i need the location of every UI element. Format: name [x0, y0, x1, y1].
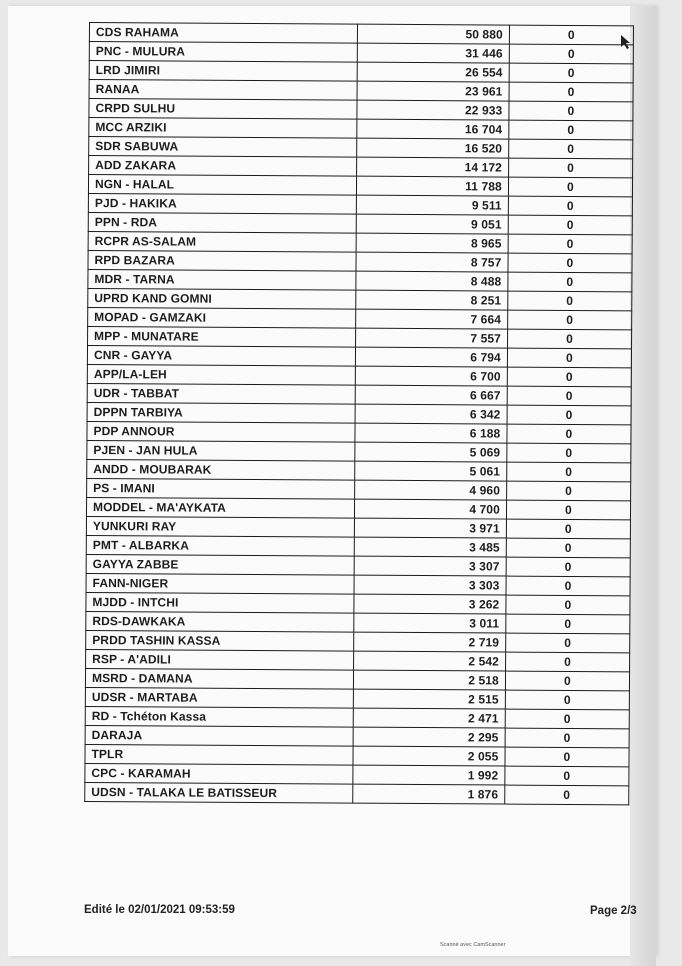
seats-cell: 0 — [508, 196, 632, 216]
votes-cell: 2 515 — [354, 689, 506, 709]
party-name-cell: UDR - TABBAT — [87, 383, 356, 404]
party-name-cell: UDSR - MARTABA — [85, 687, 354, 708]
table-row — [88, 307, 632, 329]
votes-cell: 31 446 — [358, 43, 510, 63]
votes-cell: 1 876 — [353, 784, 505, 804]
seats-cell: 0 — [507, 310, 631, 330]
votes-cell: 9 511 — [357, 195, 509, 215]
page-number: Page 2/3 — [590, 905, 637, 917]
scanner-watermark: Scanné avec CamScanner — [440, 942, 506, 948]
votes-cell: 3 971 — [355, 518, 507, 538]
table-row — [85, 668, 629, 690]
votes-cell: 16 520 — [357, 138, 509, 158]
mouse-pointer-icon — [619, 34, 633, 50]
seats-cell: 0 — [509, 44, 633, 64]
party-name-cell: CRPD SULHU — [89, 99, 358, 120]
votes-cell: 16 704 — [357, 119, 509, 139]
seats-cell: 0 — [508, 215, 632, 235]
votes-cell: 3 303 — [354, 575, 506, 595]
seats-cell: 0 — [507, 367, 631, 387]
table-row — [85, 782, 629, 804]
results-table — [84, 22, 634, 805]
votes-cell: 4 700 — [355, 499, 507, 519]
party-name-cell: PS - IMANI — [87, 478, 356, 499]
votes-cell: 6 188 — [355, 423, 507, 443]
votes-cell: 3 011 — [354, 613, 506, 633]
table-row — [89, 156, 633, 178]
votes-cell: 6 700 — [356, 366, 508, 386]
party-name-cell: UPRD KAND GOMNI — [88, 288, 357, 309]
votes-cell: 6 794 — [356, 347, 508, 367]
table-row — [86, 649, 630, 671]
table-row — [85, 706, 629, 728]
seats-cell: 0 — [506, 576, 630, 596]
table-row — [87, 383, 631, 405]
seats-cell: 0 — [506, 519, 630, 539]
edited-timestamp: Edité le 02/01/2021 09:53:59 — [84, 904, 235, 916]
party-name-cell: MCC ARZIKI — [89, 118, 358, 139]
seats-cell: 0 — [507, 329, 631, 349]
seats-cell: 0 — [506, 614, 630, 634]
seats-cell: 0 — [505, 747, 629, 767]
party-name-cell: UDSN - TALAKA LE BATISSEUR — [85, 782, 354, 803]
votes-cell: 3 307 — [355, 556, 507, 576]
seats-cell: 0 — [507, 405, 631, 425]
party-name-cell: MPP - MUNATARE — [88, 326, 357, 347]
votes-cell: 1 992 — [353, 765, 505, 785]
party-name-cell: PJD - HAKIKA — [88, 193, 357, 214]
party-name-cell: CNR - GAYYA — [87, 345, 356, 366]
votes-cell: 11 788 — [357, 176, 509, 196]
seats-cell: 0 — [507, 462, 631, 482]
table-row — [85, 687, 629, 709]
party-name-cell: LRD JIMIRI — [89, 61, 358, 82]
table-row — [89, 23, 633, 45]
party-name-cell: YUNKURI RAY — [86, 516, 355, 537]
seats-cell: 0 — [507, 424, 631, 444]
seats-cell: 0 — [507, 348, 631, 368]
seats-cell: 0 — [508, 177, 632, 197]
table-row — [87, 421, 631, 443]
votes-cell: 3 485 — [355, 537, 507, 557]
seats-cell: 0 — [506, 481, 630, 501]
votes-cell: 3 262 — [354, 594, 506, 614]
seats-cell: 0 — [505, 652, 629, 672]
seats-cell: 0 — [508, 234, 632, 254]
table-row — [89, 137, 633, 159]
votes-cell: 6 342 — [356, 404, 508, 424]
seats-cell: 0 — [505, 709, 629, 729]
votes-cell: 4 960 — [355, 480, 507, 500]
seats-cell: 0 — [505, 690, 629, 710]
seats-cell: 0 — [506, 557, 630, 577]
party-name-cell: TPLR — [85, 744, 354, 765]
votes-cell: 2 518 — [354, 670, 506, 690]
party-name-cell: RPD BAZARA — [88, 250, 357, 271]
party-name-cell: DARAJA — [85, 725, 354, 746]
party-name-cell: MJDD - INTCHI — [86, 592, 355, 613]
seats-cell: 0 — [506, 538, 630, 558]
party-name-cell: FANN-NIGER — [86, 573, 355, 594]
table-row — [87, 440, 631, 462]
votes-cell: 26 554 — [358, 62, 510, 82]
seats-cell: 0 — [507, 443, 631, 463]
votes-cell: 2 055 — [353, 746, 505, 766]
table-row — [88, 326, 632, 348]
seats-cell: 0 — [505, 728, 629, 748]
table-row — [86, 573, 630, 595]
party-name-cell: PJEN - JAN HULA — [87, 440, 356, 461]
party-name-cell: RDS-DAWKAKA — [86, 611, 355, 632]
table-row — [89, 99, 633, 121]
votes-cell: 2 719 — [354, 632, 506, 652]
party-name-cell: NGN - HALAL — [88, 175, 357, 196]
party-name-cell: MOPAD - GAMZAKI — [88, 307, 357, 328]
table-row — [86, 630, 630, 652]
party-name-cell: PDP ANNOUR — [87, 421, 356, 442]
votes-cell: 14 172 — [357, 157, 509, 177]
seats-cell: 0 — [507, 386, 631, 406]
seats-cell: 0 — [509, 82, 633, 102]
table-row — [89, 42, 633, 64]
party-name-cell: CPC - KARAMAH — [85, 763, 354, 784]
party-name-cell: PMT - ALBARKA — [86, 535, 355, 556]
table-row — [88, 175, 632, 197]
seats-cell: 0 — [509, 139, 633, 159]
votes-cell: 7 557 — [356, 328, 508, 348]
votes-cell: 8 757 — [356, 252, 508, 272]
votes-cell: 9 051 — [357, 214, 509, 234]
votes-cell: 22 933 — [357, 100, 509, 120]
table-row — [88, 193, 632, 215]
party-name-cell: ANDD - MOUBARAK — [87, 459, 356, 480]
table-row — [86, 592, 630, 614]
table-row — [86, 611, 630, 633]
party-name-cell: MDR - TARNA — [88, 269, 357, 290]
party-name-cell: SDR SABUWA — [89, 137, 358, 158]
table-row — [87, 402, 631, 424]
seats-cell: 0 — [505, 785, 629, 805]
table-row — [88, 288, 632, 310]
party-name-cell: RD - Tchéton Kassa — [85, 706, 354, 727]
seats-cell: 0 — [509, 101, 633, 121]
party-name-cell: RANAA — [89, 80, 358, 101]
votes-cell: 8 251 — [356, 290, 508, 310]
votes-cell: 8 488 — [356, 271, 508, 291]
seats-cell: 0 — [505, 671, 629, 691]
votes-cell: 5 069 — [355, 442, 507, 462]
party-name-cell: GAYYA ZABBE — [86, 554, 355, 575]
party-name-cell: DPPN TARBIYA — [87, 402, 356, 423]
seats-cell: 0 — [506, 633, 630, 653]
seats-cell: 0 — [508, 272, 632, 292]
votes-cell: 7 664 — [356, 309, 508, 329]
table-row — [88, 269, 632, 291]
seats-cell: 0 — [508, 253, 632, 273]
party-name-cell: RCPR AS-SALAM — [88, 231, 357, 252]
table-row — [86, 554, 630, 576]
party-name-cell: MODDEL - MA'AYKATA — [86, 497, 355, 518]
table-row — [85, 763, 629, 785]
party-name-cell: PPN - RDA — [88, 212, 357, 233]
party-name-cell: PRDD TASHIN KASSA — [86, 630, 355, 651]
table-row — [87, 345, 631, 367]
results-table-body — [85, 23, 634, 805]
table-row — [88, 250, 632, 272]
table-row — [87, 459, 631, 481]
votes-cell: 6 667 — [356, 385, 508, 405]
seats-cell: 0 — [509, 63, 633, 83]
table-row — [88, 231, 632, 253]
votes-cell: 23 961 — [357, 81, 509, 101]
seats-cell: 0 — [509, 25, 633, 45]
page-edge-shadow — [630, 6, 656, 966]
party-name-cell: PNC - MULURA — [89, 42, 358, 63]
party-name-cell: ADD ZAKARA — [89, 156, 358, 177]
party-name-cell: RSP - A'ADILI — [86, 649, 355, 670]
party-name-cell: APP/LA-LEH — [87, 364, 356, 385]
party-name-cell: CDS RAHAMA — [89, 23, 358, 44]
table-row — [86, 516, 630, 538]
seats-cell: 0 — [505, 766, 629, 786]
votes-cell: 5 061 — [355, 461, 507, 481]
seats-cell: 0 — [506, 500, 630, 520]
seats-cell: 0 — [508, 158, 632, 178]
table-row — [86, 497, 630, 519]
seats-cell: 0 — [506, 595, 630, 615]
votes-cell: 50 880 — [358, 24, 510, 44]
party-name-cell: MSRD - DAMANA — [85, 668, 354, 689]
table-row — [86, 535, 630, 557]
seats-cell: 0 — [509, 120, 633, 140]
votes-cell: 2 295 — [354, 727, 506, 747]
votes-cell: 8 965 — [357, 233, 509, 253]
seats-cell: 0 — [508, 291, 632, 311]
votes-cell: 2 542 — [354, 651, 506, 671]
votes-cell: 2 471 — [354, 708, 506, 728]
